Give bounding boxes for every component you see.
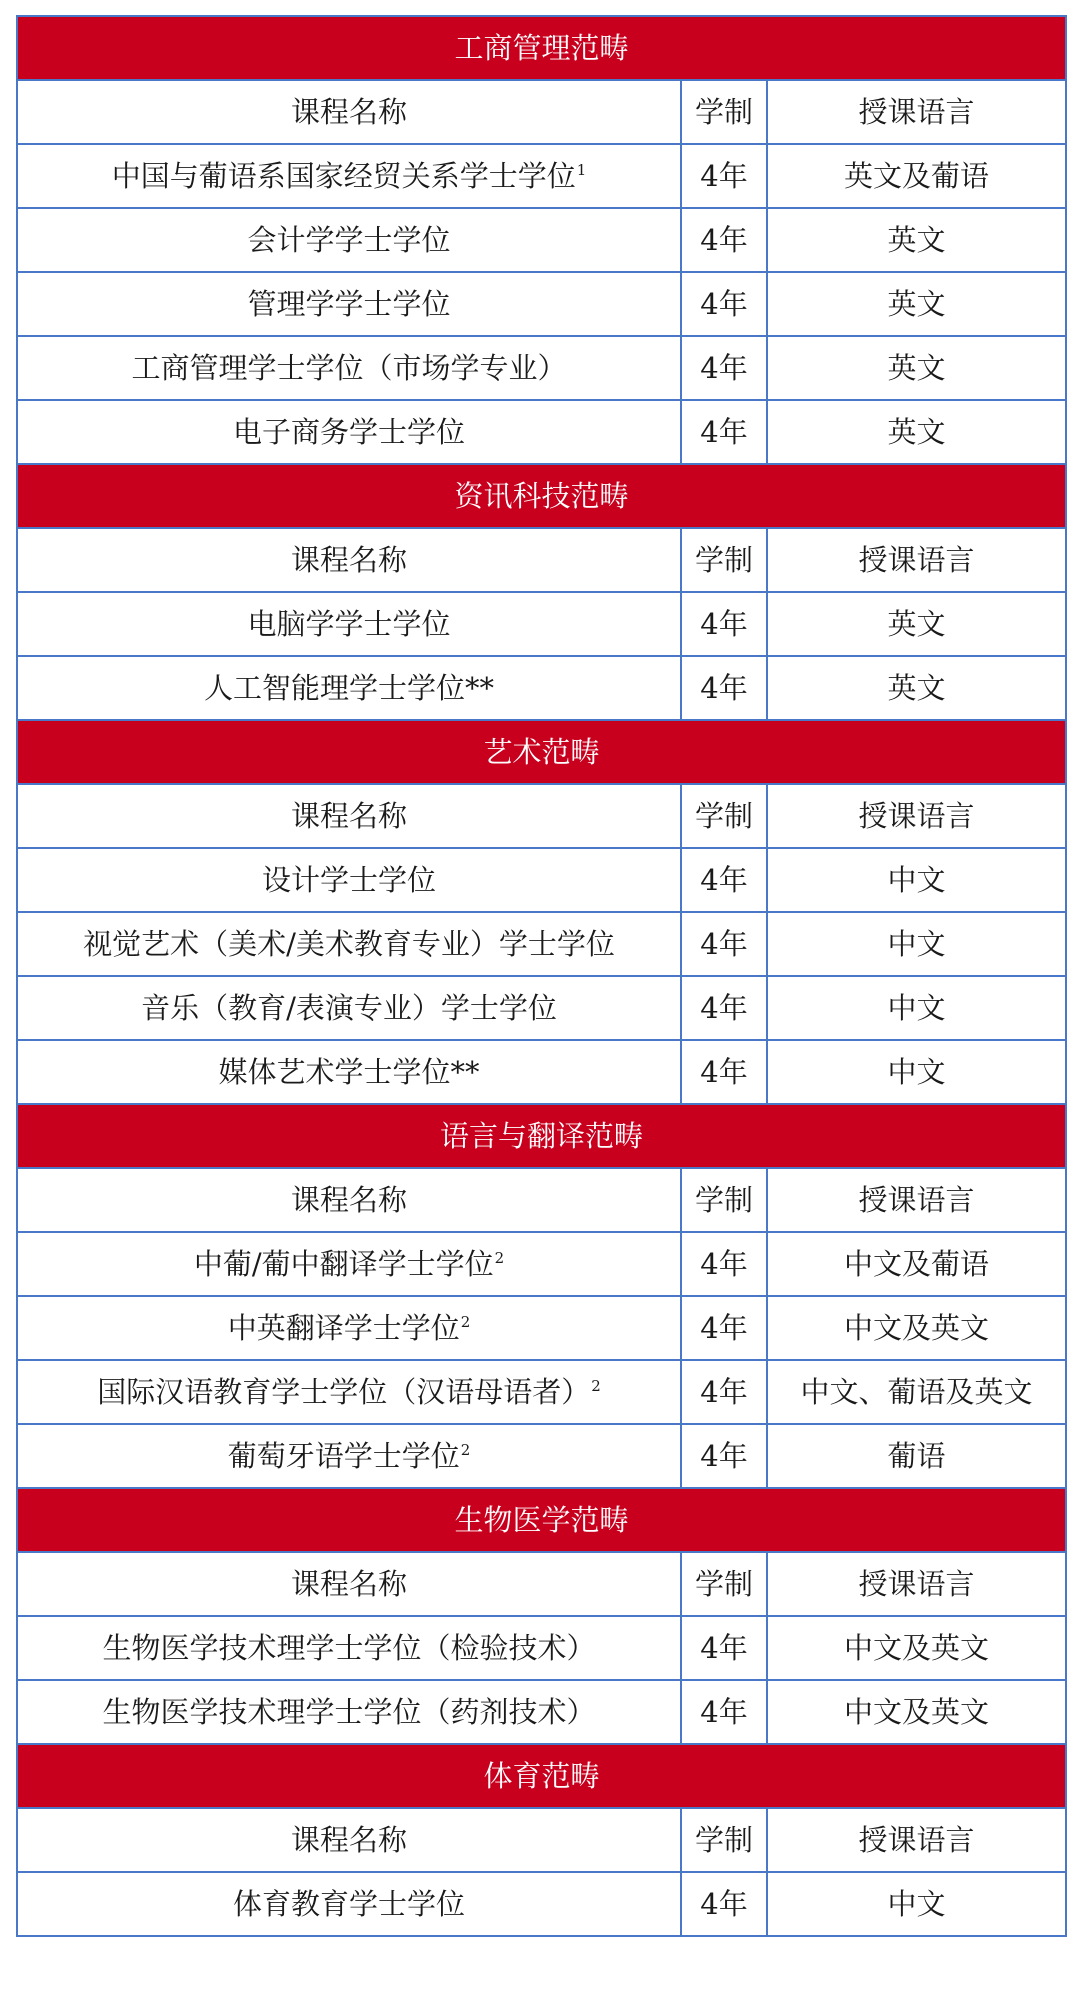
programme-name-cell <box>17 336 681 400</box>
column-header-language: 授课语言 <box>767 1552 1066 1616</box>
programme-name-cell <box>17 1232 681 1296</box>
programme-name-cell <box>17 208 681 272</box>
table-row <box>17 1360 1066 1424</box>
footnote-marker: 2 <box>494 1248 505 1267</box>
column-header-row <box>17 528 1066 592</box>
section-header-row <box>17 16 1066 80</box>
programme-name-cell <box>17 1360 681 1424</box>
table-row <box>17 336 1066 400</box>
programme-name: 中葡/葡中翻译学士学位 <box>193 1246 494 1281</box>
column-header-name: 课程名称 <box>17 80 681 144</box>
column-header-row <box>17 1168 1066 1232</box>
programme-language: 中文 <box>767 976 1066 1040</box>
programme-name: 电子商务学士学位 <box>232 414 465 449</box>
column-header-years: 学制 <box>681 80 767 144</box>
column-header-years: 学制 <box>681 784 767 848</box>
column-header-years: 学制 <box>681 1808 767 1872</box>
programme-language: 葡语 <box>767 1424 1066 1488</box>
programme-duration: 4年 <box>681 336 767 400</box>
programme-language: 中文 <box>767 848 1066 912</box>
programme-name: 体育教育学士学位 <box>232 1886 465 1921</box>
programme-name: 生物医学技术理学士学位（药剂技术） <box>102 1694 596 1729</box>
programme-language: 中文及英文 <box>767 1296 1066 1360</box>
programme-name: 中国与葡语系国家经贸关系学士学位 <box>111 158 576 193</box>
programme-duration: 4年 <box>681 1680 767 1744</box>
programme-name: 视觉艺术（美术/美术教育专业）学士学位 <box>83 926 615 961</box>
table-row <box>17 1616 1066 1680</box>
programme-duration: 4年 <box>681 1424 767 1488</box>
programme-name-cell <box>17 848 681 912</box>
table-row <box>17 1040 1066 1104</box>
programme-language: 英文 <box>767 592 1066 656</box>
table-row <box>17 1232 1066 1296</box>
programme-name-cell <box>17 656 681 720</box>
programme-name-cell <box>17 400 681 464</box>
programme-name-cell <box>17 1424 681 1488</box>
programme-name-cell <box>17 272 681 336</box>
column-header-language: 授课语言 <box>767 1168 1066 1232</box>
programme-duration: 4年 <box>681 912 767 976</box>
table-row <box>17 848 1066 912</box>
programme-duration: 4年 <box>681 848 767 912</box>
programme-language: 中文及英文 <box>767 1680 1066 1744</box>
section-header-row <box>17 464 1066 528</box>
programme-language: 中文及英文 <box>767 1616 1066 1680</box>
footnote-marker: 1 <box>576 160 587 179</box>
column-header-name: 课程名称 <box>17 1168 681 1232</box>
programme-name: 电脑学学士学位 <box>247 606 451 641</box>
programme-name: 音乐（教育/表演专业）学士学位 <box>141 990 557 1025</box>
programme-table-body <box>17 16 1066 1936</box>
table-row <box>17 400 1066 464</box>
programme-duration: 4年 <box>681 1232 767 1296</box>
table-row <box>17 592 1066 656</box>
column-header-years: 学制 <box>681 1552 767 1616</box>
table-row <box>17 656 1066 720</box>
column-header-row <box>17 80 1066 144</box>
programme-name-cell <box>17 1296 681 1360</box>
section-title: 语言与翻译范畴 <box>17 1104 1066 1168</box>
section-header-row <box>17 720 1066 784</box>
programme-duration: 4年 <box>681 1040 767 1104</box>
column-header-language: 授课语言 <box>767 80 1066 144</box>
table-row <box>17 1872 1066 1936</box>
table-row <box>17 1680 1066 1744</box>
column-header-row <box>17 1808 1066 1872</box>
programme-name-cell <box>17 144 681 208</box>
column-header-name: 课程名称 <box>17 1808 681 1872</box>
section-title: 生物医学范畴 <box>17 1488 1066 1552</box>
programme-duration: 4年 <box>681 208 767 272</box>
programme-name: 中英翻译学士学位 <box>227 1310 460 1345</box>
programme-name: 人工智能理学士学位** <box>203 670 494 705</box>
column-header-name: 课程名称 <box>17 528 681 592</box>
column-header-language: 授课语言 <box>767 1808 1066 1872</box>
footnote-marker: 2 <box>460 1440 471 1459</box>
programme-duration: 4年 <box>681 592 767 656</box>
programme-duration: 4年 <box>681 1360 767 1424</box>
programme-language: 英文及葡语 <box>767 144 1066 208</box>
section-title: 工商管理范畴 <box>17 16 1066 80</box>
programme-language: 英文 <box>767 336 1066 400</box>
programme-language: 中文 <box>767 1872 1066 1936</box>
column-header-row <box>17 1552 1066 1616</box>
column-header-row <box>17 784 1066 848</box>
programme-language: 英文 <box>767 656 1066 720</box>
footnote-marker: 2 <box>460 1312 471 1331</box>
programme-name-cell <box>17 592 681 656</box>
programme-name: 国际汉语教育学士学位（汉语母语者） <box>97 1374 591 1409</box>
programme-duration: 4年 <box>681 1872 767 1936</box>
column-header-years: 学制 <box>681 528 767 592</box>
programme-language: 英文 <box>767 400 1066 464</box>
table-row <box>17 144 1066 208</box>
programme-language: 中文及葡语 <box>767 1232 1066 1296</box>
programme-table <box>16 15 1067 1937</box>
table-row <box>17 208 1066 272</box>
table-row <box>17 1296 1066 1360</box>
programme-name: 生物医学技术理学士学位（检验技术） <box>102 1630 596 1665</box>
programme-duration: 4年 <box>681 400 767 464</box>
programme-duration: 4年 <box>681 1296 767 1360</box>
table-row <box>17 976 1066 1040</box>
programme-name-cell <box>17 1616 681 1680</box>
programme-name: 管理学学士学位 <box>247 286 451 321</box>
programme-language: 英文 <box>767 208 1066 272</box>
programme-language: 中文 <box>767 1040 1066 1104</box>
section-title: 体育范畴 <box>17 1744 1066 1808</box>
section-header-row <box>17 1104 1066 1168</box>
column-header-years: 学制 <box>681 1168 767 1232</box>
column-header-language: 授课语言 <box>767 528 1066 592</box>
section-title: 艺术范畴 <box>17 720 1066 784</box>
table-row <box>17 1424 1066 1488</box>
programme-language: 英文 <box>767 272 1066 336</box>
programme-name-cell <box>17 1040 681 1104</box>
programme-language: 中文、葡语及英文 <box>767 1360 1066 1424</box>
column-header-language: 授课语言 <box>767 784 1066 848</box>
column-header-name: 课程名称 <box>17 1552 681 1616</box>
footnote-marker: 2 <box>591 1376 601 1395</box>
programme-name: 媒体艺术学士学位** <box>218 1054 480 1089</box>
programme-name: 设计学士学位 <box>261 862 436 897</box>
programme-duration: 4年 <box>681 656 767 720</box>
programme-duration: 4年 <box>681 1616 767 1680</box>
programme-duration: 4年 <box>681 144 767 208</box>
table-row <box>17 912 1066 976</box>
table-row <box>17 272 1066 336</box>
programme-language: 中文 <box>767 912 1066 976</box>
programme-name-cell <box>17 976 681 1040</box>
section-header-row <box>17 1744 1066 1808</box>
programme-name: 葡萄牙语学士学位 <box>227 1438 460 1473</box>
column-header-name: 课程名称 <box>17 784 681 848</box>
programme-name-cell <box>17 912 681 976</box>
programme-name-cell <box>17 1680 681 1744</box>
programme-duration: 4年 <box>681 272 767 336</box>
programme-name: 会计学学士学位 <box>247 222 451 257</box>
section-title: 资讯科技范畴 <box>17 464 1066 528</box>
programme-duration: 4年 <box>681 976 767 1040</box>
section-header-row <box>17 1488 1066 1552</box>
programme-name: 工商管理学士学位（市场学专业） <box>131 350 567 385</box>
programme-name-cell <box>17 1872 681 1936</box>
